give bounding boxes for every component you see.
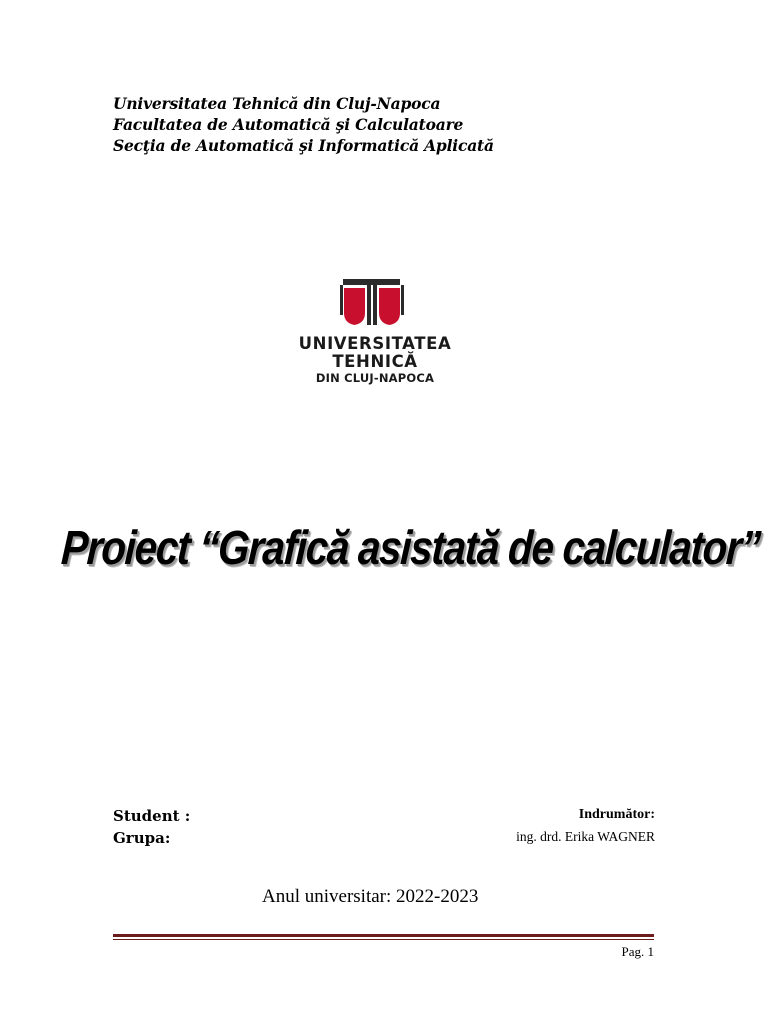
university-name: Universitatea Tehnică din Cluj-Napoca xyxy=(113,94,441,113)
logo-text-line1: UNIVERSITATEA xyxy=(298,334,452,353)
academic-year: Anul universitar: 2022-2023 xyxy=(262,886,479,907)
advisor-block xyxy=(516,805,655,847)
project-title: Proiect “Grafică asistată de calculator” xyxy=(59,522,762,575)
department-name: Secţia de Automatică şi Informatică Aplicată xyxy=(113,136,494,155)
advisor-name: ing. drd. Erika WAGNER xyxy=(516,829,655,844)
logo-text-line3: DIN CLUJ-NAPOCA xyxy=(315,371,435,385)
student-block xyxy=(113,805,190,849)
logo-emblem-icon xyxy=(290,277,460,333)
logo-text-line2: TEHNICĂ xyxy=(332,352,418,371)
advisor-label: Indrumător: xyxy=(578,807,655,822)
student-label: Student : xyxy=(113,807,191,825)
institution-header xyxy=(113,93,494,156)
page-number: Pag. 1 xyxy=(621,944,654,959)
faculty-name: Facultatea de Automatică şi Calculatoare xyxy=(113,115,464,134)
footer-divider-thin xyxy=(113,939,654,940)
group-label: Grupa: xyxy=(113,829,171,847)
university-logo xyxy=(290,277,460,392)
footer-divider-thick xyxy=(113,934,654,937)
